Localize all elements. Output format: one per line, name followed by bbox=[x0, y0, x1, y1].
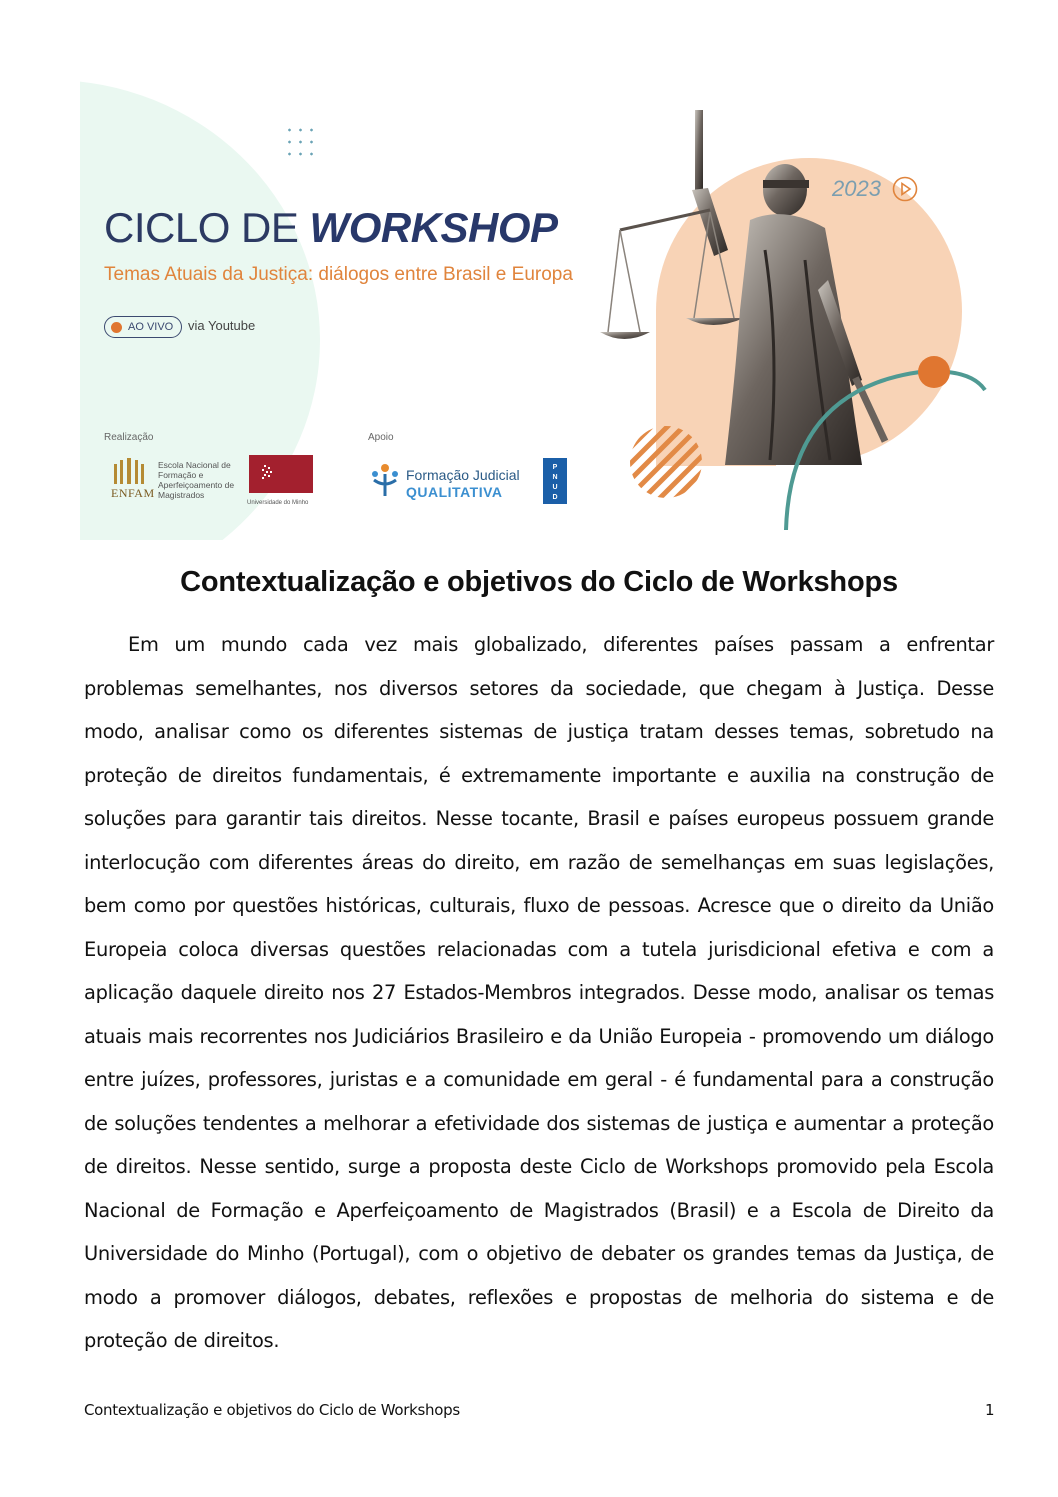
realizacao-label: Realização bbox=[104, 432, 154, 443]
enfam-logo-icon bbox=[110, 458, 148, 486]
teal-arc-decoration bbox=[770, 360, 1010, 540]
enfam-acronym: ENFAM bbox=[111, 486, 155, 500]
document-heading: Contextualização e objetivos do Ciclo de Workshops bbox=[180, 566, 898, 598]
uminho-logo bbox=[249, 455, 313, 493]
fjq-name-line1: Formação Judicial bbox=[406, 467, 520, 483]
pnud-logo bbox=[543, 458, 567, 504]
fjq-logo-icon bbox=[368, 462, 402, 498]
uminho-name: Universidade do Minho bbox=[247, 500, 309, 506]
banner-title bbox=[104, 204, 558, 252]
banner-title-bold: WORKSHOP bbox=[309, 204, 558, 251]
via-youtube-label: via Youtube bbox=[188, 318, 256, 333]
banner-subtitle: Temas Atuais da Justiça: diálogos entre Brasil e Europa bbox=[104, 264, 573, 285]
footer-section-title: Contextualização e objetivos do Ciclo de Workshops bbox=[84, 1401, 460, 1419]
play-icon bbox=[892, 176, 918, 202]
live-dot-icon bbox=[111, 322, 122, 333]
pnud-letter: N bbox=[552, 474, 558, 481]
pnud-letter: U bbox=[552, 484, 558, 491]
body-paragraph: Em um mundo cada vez mais globalizado, diferentes países passam a enfrentar problemas semelhantes, nos diversos setores da sociedade, que chegam à Justiça. Desse modo, analisar como os diferentes sistemas de justiça tratam desses temas, sobretudo na proteção de direitos fundamentais, é extremamente importante e auxilia na construção de soluções para garantir tais direitos. Nesse tocante, Brasil e países europeus possuem grande interlocução com diferentes áreas do direito, em razão de semelhanças em suas legislações, bem como por questões históricas, culturais, fluxo de pessoas. Acresce que o direito da União Europeia coloca diversas questões relacionadas com a tutela jurisdicional efetiva e com a aplicação daquele direito nos 27 Estados-Membros integrados. Desse modo, analisar os temas atuais mais recorrentes nos Judiciários Brasileiro e da União Europeia - promovendo um diálogo entre juízes, professores, juristas e a comunidade em geral - é fundamental para a construção de soluções tendentes a melhorar a efetividade dos sistemas de justiça e aumentar a proteção de direitos. Nesse sentido, surge a proposta deste Ciclo de Workshops promovido pela Escola Nacional de Formação e Aperfeiçoamento de Magistrados (Brasil) e a Escola de Direito da Universidade do Minho (Portugal), com o objetivo de debater os grandes temas da Justiça, de modo a promover diálogos, debates, reflexões e propostas de melhoria do sistema e de proteção de direitos. bbox=[84, 633, 994, 1352]
striped-circle-decoration bbox=[628, 424, 704, 500]
year-label: 2023 bbox=[832, 176, 881, 201]
pnud-letter: P bbox=[552, 464, 558, 471]
live-label: AO VIVO bbox=[128, 321, 174, 333]
event-banner bbox=[0, 0, 1058, 540]
orange-dot-decoration bbox=[918, 356, 950, 388]
fjq-name-line2: QUALITATIVA bbox=[406, 484, 503, 500]
banner-title-light: CICLO DE bbox=[104, 204, 310, 251]
uminho-emblem-icon bbox=[249, 455, 313, 493]
page-number: 1 bbox=[985, 1401, 995, 1419]
enfam-full-name: Escola Nacional de Formação e Aperfeiçoamento de Magistrados bbox=[158, 460, 235, 500]
dot-grid-decoration bbox=[284, 124, 314, 160]
pnud-letter: D bbox=[552, 494, 558, 501]
apoio-label: Apoio bbox=[368, 432, 394, 443]
live-badge bbox=[104, 316, 182, 338]
